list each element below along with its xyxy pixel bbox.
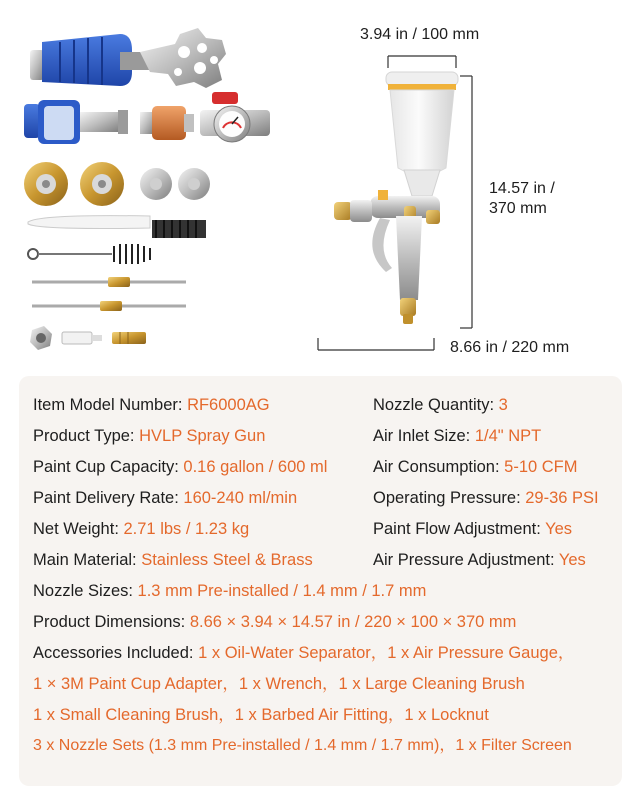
air-cap-icon	[24, 162, 124, 206]
length-dimension-line	[318, 338, 434, 350]
spec-key: Product Type:	[33, 427, 135, 445]
oil-water-separator-icon	[24, 100, 128, 144]
spec-model-number	[33, 394, 270, 416]
spec-key: Paint Flow Adjustment:	[373, 520, 541, 538]
paint-cup-icon	[386, 72, 458, 196]
nozzle-tip-icon	[140, 168, 210, 200]
spec-value: 0.16 gallon / 600 ml	[183, 458, 328, 476]
spec-value: RF6000AG	[187, 396, 270, 414]
spec-paint-cup-capacity	[33, 456, 327, 478]
spec-operating-pressure	[373, 487, 599, 509]
spec-net-weight	[33, 518, 249, 540]
spec-accessories-included	[33, 642, 574, 664]
height-dimension-label-line2: 370 mm	[489, 200, 547, 217]
accessories-line-2: 1 × 3M Paint Cup Adapter，1 x Wrench，1 x Large Cleaning Brush	[33, 675, 525, 693]
locknut-icon	[30, 326, 52, 350]
specifications-panel	[19, 376, 622, 786]
spec-paint-delivery-rate	[33, 487, 297, 509]
spec-key: Nozzle Quantity:	[373, 396, 495, 414]
spec-key: Operating Pressure:	[373, 489, 521, 507]
spray-gun-body-icon	[334, 190, 440, 324]
spec-product-type	[33, 425, 265, 447]
spec-air-consumption	[373, 456, 578, 478]
spec-value: 29-36 PSI	[525, 489, 599, 507]
filter-screen-icon	[62, 332, 102, 344]
spray-gun-panel	[300, 0, 640, 372]
spec-value: 1 x Oil-Water Separator，1 x Air Pressure Gauge，	[198, 644, 575, 662]
spec-key: Main Material:	[33, 551, 137, 569]
spec-value: 1/4" NPT	[474, 427, 542, 445]
accessories-line-4: 3 x Nozzle Sets (1.3 mm Pre-installed / 1.4 mm / 1.7 mm)，1 x Filter Screen	[33, 737, 572, 754]
spec-nozzle-sizes	[33, 580, 426, 602]
height-dimension-line	[460, 76, 472, 328]
spec-key: Product Dimensions:	[33, 613, 186, 631]
spec-value: HVLP Spray Gun	[139, 427, 266, 445]
air-pressure-gauge-icon	[200, 92, 270, 142]
spec-product-dimensions	[33, 611, 516, 633]
spec-value: Yes	[558, 551, 586, 569]
accessories-illustration	[0, 0, 300, 372]
spec-key: Accessories Included:	[33, 644, 194, 662]
paint-cup-adapter-icon	[30, 34, 150, 86]
spec-key: Item Model Number:	[33, 396, 183, 414]
spec-key: Air Inlet Size:	[373, 427, 471, 445]
spec-key: Air Pressure Adjustment:	[373, 551, 555, 569]
length-dimension-label: 8.66 in / 220 mm	[450, 339, 570, 356]
width-dimension-label: 3.94 in / 100 mm	[360, 26, 480, 43]
spec-key: Paint Delivery Rate:	[33, 489, 179, 507]
spec-key: Net Weight:	[33, 520, 119, 538]
small-cleaning-brush-icon	[28, 244, 150, 264]
spec-value: 160-240 ml/min	[183, 489, 298, 507]
spec-value: Stainless Steel & Brass	[141, 551, 313, 569]
spec-air-inlet-size	[373, 425, 541, 447]
spec-value: 5-10 CFM	[504, 458, 578, 476]
spec-paint-flow-adjustment	[373, 518, 572, 540]
spec-value: 1.3 mm Pre-installed / 1.4 mm / 1.7 mm	[137, 582, 427, 600]
wrench-icon	[140, 28, 226, 88]
cup-adapter-icon	[140, 106, 194, 140]
needle-icon	[32, 277, 186, 311]
spec-value: 8.66 × 3.94 × 14.57 in / 220 × 100 × 370 mm	[189, 613, 517, 631]
spec-key: Air Consumption:	[373, 458, 500, 476]
height-dimension-label-line1: 14.57 in /	[489, 180, 555, 197]
product-image-area	[0, 0, 640, 372]
spray-gun-illustration	[300, 0, 640, 372]
spec-main-material	[33, 549, 313, 571]
accessories-line-3: 1 x Small Cleaning Brush，1 x Barbed Air Fitting，1 x Locknut	[33, 706, 489, 724]
spec-key: Nozzle Sizes:	[33, 582, 133, 600]
spec-air-pressure-adjustment	[373, 549, 586, 571]
spec-value: 3	[498, 396, 508, 414]
spec-key: Paint Cup Capacity:	[33, 458, 179, 476]
spec-nozzle-quantity	[373, 394, 508, 416]
large-cleaning-brush-icon	[28, 216, 206, 238]
barbed-air-fitting-icon	[112, 332, 146, 344]
spec-value: Yes	[545, 520, 573, 538]
spec-value: 2.71 lbs / 1.23 kg	[123, 520, 250, 538]
width-dimension-line	[388, 56, 456, 68]
